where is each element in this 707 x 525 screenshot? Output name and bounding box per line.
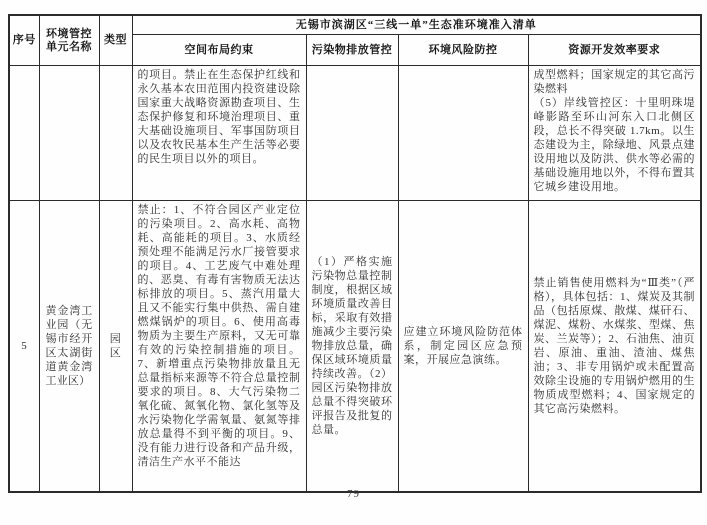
table-main-title: 无锡市滨湖区“三线一单”生态准环境准入清单 [132, 15, 701, 35]
header-pollutant-control: 污染物排放管控 [306, 35, 398, 66]
access-list-table [8, 14, 702, 493]
table-row-continuation [9, 66, 701, 201]
cell-serial [9, 66, 39, 201]
cell-spatial-constraints: 的项目。禁止在生态保护红线和永久基本农田范围内投资建设除国家重大战略资源勘查项目、生态保护修复和环境治理项目、重大基础设施项目、军事国防项目以及农牧民基本生产生活等必要的民生项目以外的项目。 [132, 66, 306, 201]
cell-resource-efficiency: 禁止销售使用燃料为“Ⅲ类”（严格），具体包括：1、煤炭及其制品（包括原煤、散煤、煤矸石、煤泥、煤粉、水煤浆、型煤、焦炭、兰炭等）；2、石油焦、油页岩、原油、重油、渣油、煤焦油；3、非专用锅炉或未配置高效除尘设施的专用锅炉燃用的生物质成型燃料；4、国家规定的其它高污染燃料。 [528, 201, 701, 493]
cell-serial: 5 [9, 201, 39, 493]
cell-resource-efficiency: 成型燃料；国家规定的其它高污染燃料 （5）岸线管控区：十里明珠堤峰影路至环山河东入口北侧区段，总长不得突破 1.7km。以生态建设为主，除绿地、风景点建设用地以及防洪、供水等必需的基础设施用地以外，不得布置其它城乡建设用地。 [528, 66, 701, 201]
header-unit-name: 环境管控单元名称 [39, 15, 99, 66]
header-serial-number: 序号 [9, 15, 39, 66]
cell-unit-name [39, 66, 99, 201]
cell-type: 园区 [99, 201, 132, 493]
header-spatial-constraints: 空间布局约束 [132, 35, 306, 66]
cell-pollutant-control [306, 66, 398, 201]
cell-type [99, 66, 132, 201]
header-risk-control: 环境风险防控 [398, 35, 528, 66]
table-row-5 [9, 201, 701, 493]
cell-risk-control: 应建立环境风险防范体系，制定园区应急预案，开展应急演练。 [398, 201, 528, 493]
header-type: 类型 [99, 15, 132, 66]
cell-pollutant-control: （1）严格实施污染物总量控制制度，根据区域环境质量改善目标，采取有效措施减少主要污染物排放总量，确保区域环境质量持续改善。（2）园区污染物排放总量不得突破环评报告及批复的总量。 [306, 201, 398, 493]
cell-risk-control [398, 66, 528, 201]
cell-spatial-constraints: 禁止：1、不符合园区产业定位的污染项目。2、高水耗、高物耗、高能耗的项目。3、水质经预处理不能满足污水厂接管要求的项目。4、工艺废气中难处理的、恶臭、有毒有害物质无法达标排放的项目。5、蒸汽用量大且又不能实行集中供热、需自建燃煤锅炉的项目。6、使用高毒物质为主要生产原料，又无可靠有效的污染控制措施的项目。7、新增重点污染物排放量且无总量指标来源等不符合总量控制要求的项目。8、大气污染物二氧化硫、氮氧化物、氯化氢等及水污染物化学需氧量、氨氮等排放总量得不到平衡的项目。9、没有能力进行设备和产品升级，清洁生产水平不能达 [132, 201, 306, 493]
header-resource-efficiency: 资源开发效率要求 [528, 35, 701, 66]
cell-unit-name: 黄金湾工业园（无锡市经开区太湖街道黄金湾工业区） [39, 201, 99, 493]
page-number: 79 [347, 488, 360, 500]
header-row-title [9, 15, 701, 35]
